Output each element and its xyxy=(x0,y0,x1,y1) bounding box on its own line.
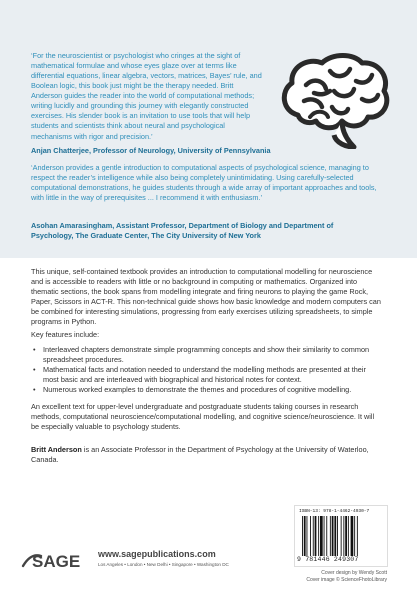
endorsement-quote-1: ‘For the neuroscientist or psychologist who cringes at the sight of mathematical formulae and whose eyes glaze over at terms like differential equations, linear algebra, vectors, matrices, Bayes’ rule, and Boolean logic, this book just might be the therapy needed. Britt Anderson guides the reader into the world of computational methods; writing lucidly and grounding this journey with elegantly constructed exercises. His slender book is an invitation to use tools that will help students and scientists think about neural and psychological mechanisms with rigor and precision.’ xyxy=(31,51,262,141)
author-bio xyxy=(31,445,383,465)
cover-image-credit: Cover image © ScienceFhotoLibrary xyxy=(306,576,387,583)
author-bio-text: is an Associate Professor in the Department of Psychology at the University of Waterloo, Canada. xyxy=(31,445,369,465)
endorsement-quote-2: ‘Anderson provides a gentle introduction to computational aspects of psychological science, managing to respect the reader’s intelligence while also being completely unintimidating. Using carefully-selected computational demonstrations, he guides students through a wide array of important approaches and tools, with little in the way of prerequisites ... I recommend it with enthusiasm.’ xyxy=(31,163,377,203)
isbn-label: ISBN-13: 978-1-4462-4930-7 xyxy=(299,509,370,514)
publisher-url[interactable]: www.sagepublications.com xyxy=(98,549,216,559)
features-heading: Key features include: xyxy=(31,330,100,339)
feature-item: • Interleaved chapters demonstrate simple programming concepts and show their similarity to common spreadsheet procedures. xyxy=(31,345,383,365)
publisher-block xyxy=(21,548,229,572)
feature-item: • Numerous worked examples to demonstrate the themes and procedures of cognitive modelling. xyxy=(31,385,383,395)
book-description: This unique, self-contained textbook provides an introduction to computational modelling for neuroscience and is accessible to readers with little or no background in computing or mathematics. Organized into thematic sections, the book spans from modelling integrate and firing neurons to playing the game Rock, Paper, Scissors in ACT-R. This non-technical guide shows how basic knowledge and modern computers can be combined for interesting simulations, progressing from early exercises utilizing spreadsheets, to simple programs in Python. xyxy=(31,267,381,327)
author-name: Britt Anderson xyxy=(31,445,82,454)
features-list xyxy=(31,345,383,395)
endorsement-attribution-2: Asohan Amarasingham, Assistant Professor, Department of Biology and Department of Psychology, The Graduate Center, The City University of New York xyxy=(31,221,334,241)
feature-item: • Mathematical facts and notation needed to understand the modelling methods are presented at their most basic and are interleaved with biographical and historical notes for context. xyxy=(31,365,383,385)
endorsement-attribution-1: Anjan Chatterjee, Professor of Neurology, University of Pennsylvania xyxy=(31,146,271,155)
cover-design-credit: Cover design by Wendy Scott xyxy=(321,570,387,576)
publisher-cities: Los Angeles • London • New Delhi • Singapore • Washington DC xyxy=(98,562,229,567)
isbn-barcode-box xyxy=(294,505,388,567)
sage-logo-text: SAGE xyxy=(32,552,81,570)
cover-credits xyxy=(306,570,387,583)
recommendation-text: An excellent text for upper-level undergraduate and postgraduate students taking courses in research methods, computational neuroscience/computational modelling, and cognitive science/neuroscience. It will be especially valuable to psychology students. xyxy=(31,402,375,432)
barcode-icon xyxy=(301,516,381,556)
barcode-digits: 9 781446 249307 xyxy=(297,556,359,563)
brain-icon xyxy=(276,51,392,149)
sage-logo xyxy=(21,550,91,570)
